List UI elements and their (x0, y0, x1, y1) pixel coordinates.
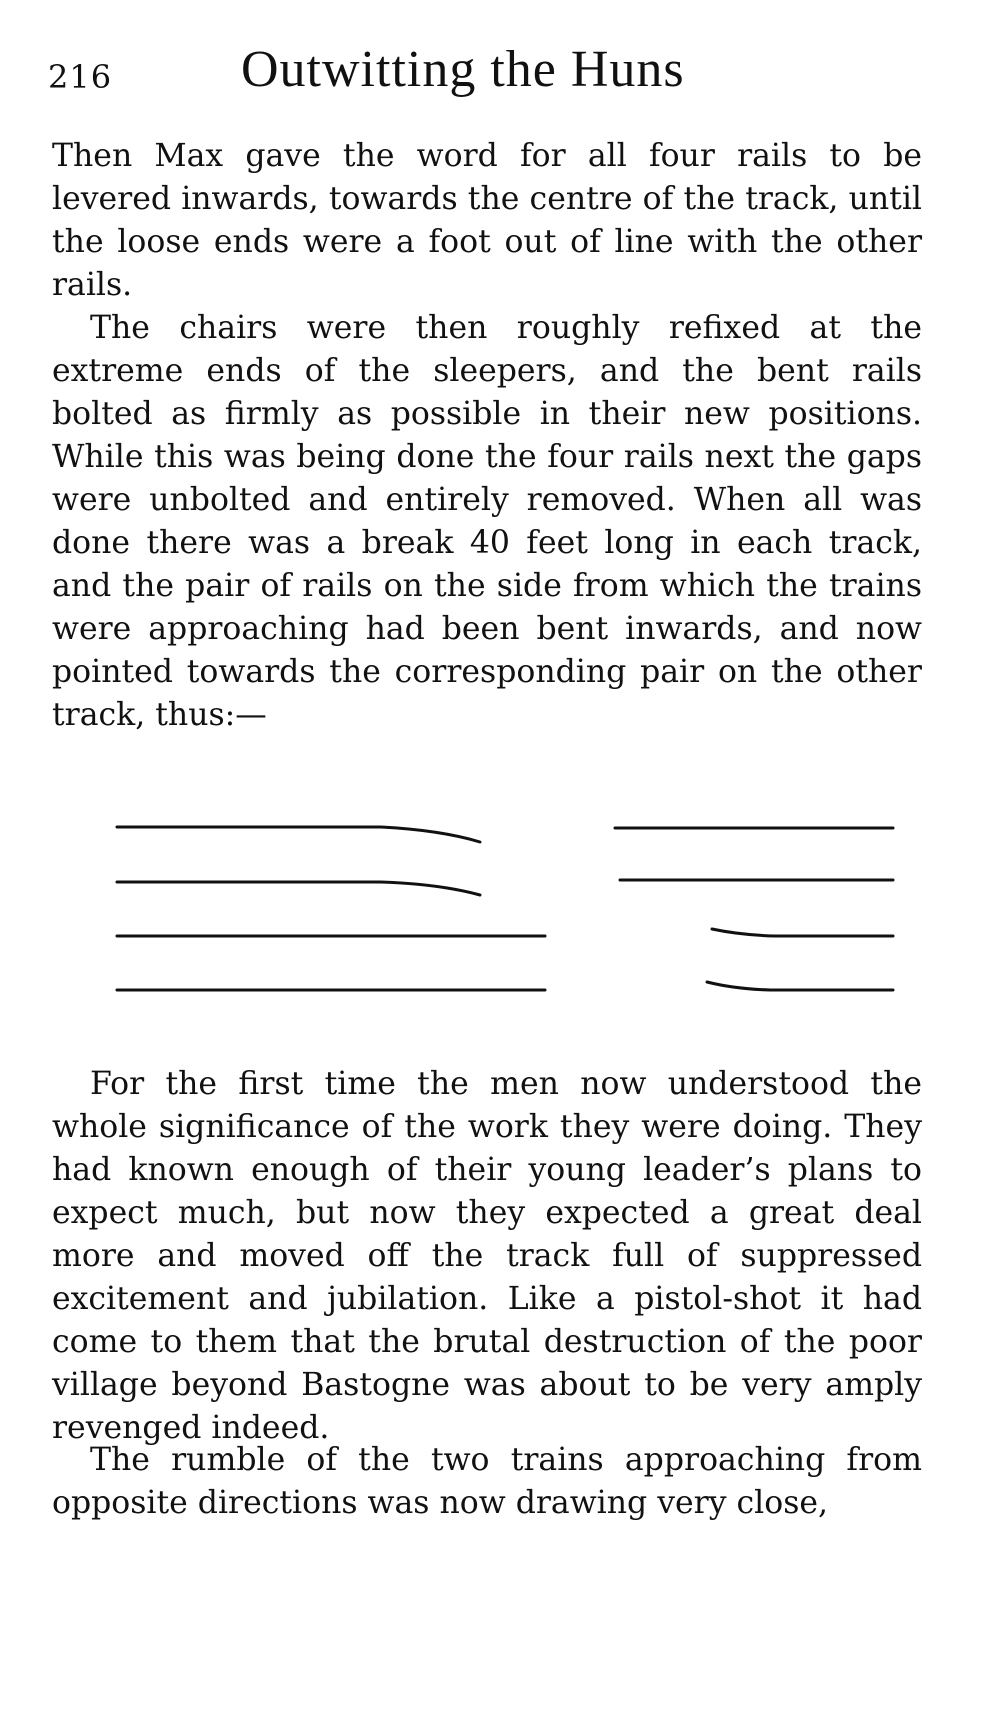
right-rail-4 (707, 982, 893, 990)
paragraph-3: For the first time the men now understood the whole significance of the work they were doing. They had known enough of their young leader’s plans to expect much, but now they expected a great deal more and moved off the track full of suppressed excitement and jubilation. Like a pistol-shot it had come to them that the brutal destruction of the poor village beyond Bastogne was about to be very amply revenged indeed. (52, 1066, 922, 1446)
right-rail-3 (712, 929, 893, 936)
left-rail-2 (117, 882, 480, 895)
rail-diagram (0, 780, 1000, 1020)
paragraph-1: Then Max gave the word for all four rails to be levered inwards, towards the centre of the track, until the loose ends were a foot out of line with the other rails. (52, 138, 922, 303)
running-head (48, 38, 918, 108)
running-title: Outwitting the Huns (241, 41, 685, 98)
left-rail-1 (117, 827, 480, 842)
rail-diagram-svg (0, 780, 1000, 1020)
paragraph-4: The rumble of the two trains approaching from opposite directions was now drawing very close, (52, 1442, 922, 1521)
paragraph-2: The chairs were then roughly refixed at the extreme ends of the sleepers, and the bent rails bolted as firmly as possible in their new positions. While this was being done the four rails next the gaps were unbolted and entirely removed. When all was done there was a break 40 feet long in each track, and the pair of rails on the side from which the trains were approaching had been bent inwards, and now pointed towards the corresponding pair on the other track, thus:— (52, 310, 922, 733)
page-number: 216 (48, 58, 113, 96)
